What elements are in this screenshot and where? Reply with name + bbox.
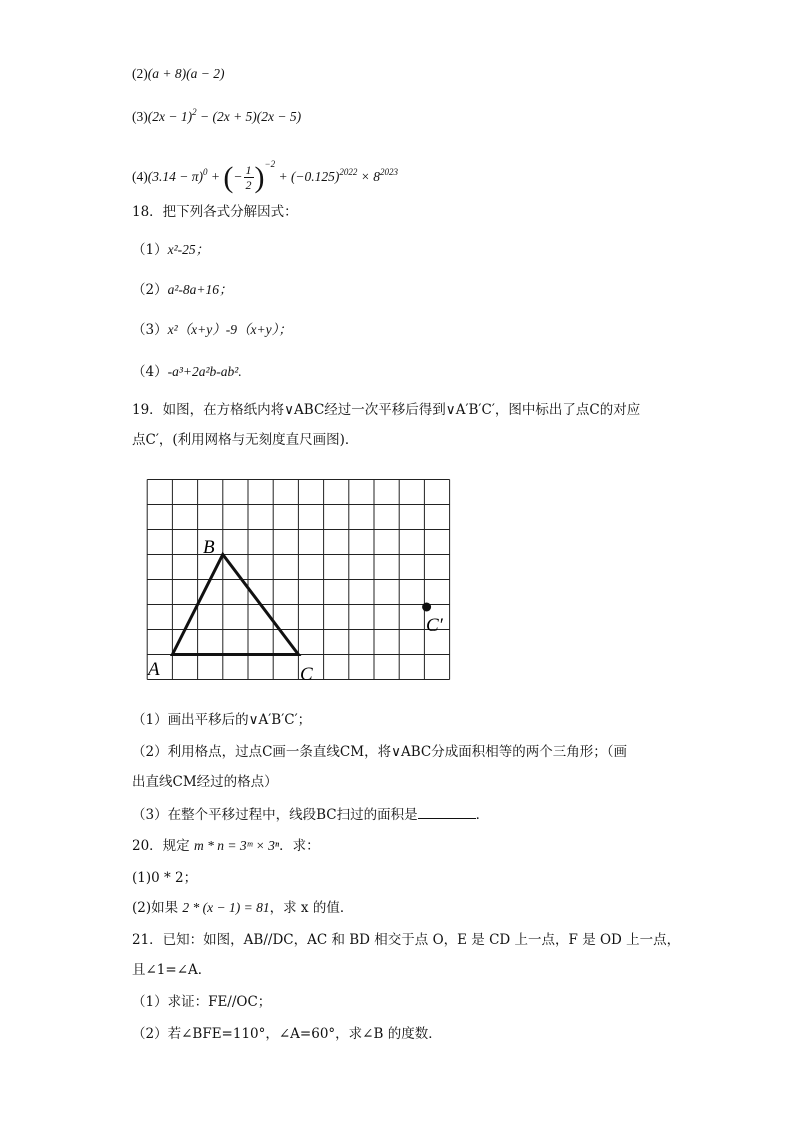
q21-text-line2: 且∠1=∠A．: [132, 962, 212, 978]
q19-sub2-line2: 出直线CM经过的格点）: [132, 774, 278, 790]
q17-part4-exp-a: 0: [203, 167, 208, 177]
q18-item4-expr: -a³+2a²b-ab².: [167, 364, 242, 379]
q18-item3-label: （3）: [132, 322, 168, 338]
q17-part2-expr: (a + 8)(a − 2): [147, 66, 225, 81]
q17-part4-exp-d: 2023: [380, 167, 399, 177]
q19-sub2-line1: （2）利用格点，过点C画一条直线CM，将∨ABC分成面积相等的两个三角形；（画: [132, 744, 627, 760]
q21-text-line1: 21．已知：如图，AB//DC，AC 和 BD 相交于点 O，E 是 CD 上一点，F 是 OD 上一点，: [132, 932, 681, 948]
q18-item2-expr: a²-8a+16；: [167, 282, 233, 297]
q17-part3: [132, 102, 301, 127]
q20-part1: (1)0 * 2；: [132, 870, 198, 886]
left-paren: (: [223, 160, 234, 194]
q20-part2: [132, 898, 353, 918]
q17-part2: [132, 64, 224, 84]
q18-item1: [132, 240, 209, 260]
q18-title: 18．把下列各式分解因式：: [132, 204, 298, 220]
q19-sub3-end: ．: [475, 807, 490, 823]
q21-sub2: （2）若∠BFE=110°，∠A=60°，求∠B 的度数．: [132, 1026, 442, 1042]
q17-part3-expr-a: (2x − 1): [147, 109, 193, 124]
q17-part4-exp-c: 2022: [339, 167, 358, 177]
q17-part4: [132, 146, 398, 195]
label-a: A: [148, 659, 160, 680]
q18-item3-expr: x²（x+y）-9（x+y）；: [167, 322, 292, 337]
q17-part4-term-a: (3.14 − π): [147, 169, 203, 184]
q19-text-line2: 点C′，(利用网格与无刻度直尺画图)．: [132, 432, 359, 448]
label-c: C: [300, 664, 313, 685]
q18-item1-expr: x²-25；: [167, 242, 210, 257]
q20-title-pre: 20．规定: [132, 838, 194, 854]
q21-sub1: （1）求证：FE//OC；: [132, 994, 272, 1010]
q19-sub3-text: （3）在整个平移过程中，线段BC扫过的面积是: [132, 807, 418, 823]
q18-item1-label: （1）: [132, 242, 168, 258]
q19-sub1: （1）画出平移后的∨A′B′C′；: [132, 712, 312, 728]
q20-definition: m * n = 3ᵐ × 3ⁿ: [193, 838, 280, 853]
q18-item4: [132, 362, 242, 382]
point-c-prime: [422, 603, 431, 612]
q19-text-line1: 19．如图，在方格纸内将∨ABC经过一次平移后得到∨A′B′C′，图中标出了点C的对应: [132, 402, 641, 418]
q17-part4-term-c: + (−0.125): [275, 169, 340, 184]
q20-part2-pre: (2)如果: [132, 900, 183, 916]
q17-part4-plus: +: [207, 169, 224, 184]
q17-part3-expr-b: − (2x + 5)(2x − 5): [196, 109, 302, 124]
q17-part3-label: (3): [132, 109, 148, 124]
q20-part2-post: ，求 x 的值．: [269, 900, 354, 916]
q19-sub3: [132, 804, 489, 825]
label-b: B: [203, 537, 215, 558]
fraction-denominator: 2: [245, 178, 252, 193]
q17-part4-label: (4): [132, 169, 148, 184]
q17-part4-exp-b: −2: [264, 159, 276, 169]
q17-part4-minus: −: [233, 169, 243, 184]
q18-item2: [132, 280, 233, 300]
grid-lines: [147, 480, 449, 680]
grid-figure: [140, 474, 460, 690]
answer-blank[interactable]: [418, 804, 476, 819]
q18-item4-label: （4）: [132, 364, 168, 380]
right-paren: ): [254, 160, 265, 194]
fraction-one-half: [244, 163, 254, 192]
q20-part2-equation: 2 * (x − 1) = 81: [182, 900, 270, 915]
q20-title-post: ．求：: [279, 838, 320, 854]
q17-part4-times: × 8: [357, 169, 381, 184]
q17-part2-label: (2): [132, 66, 148, 81]
fraction-numerator: 1: [245, 163, 252, 178]
q18-item2-label: （2）: [132, 282, 168, 298]
q17-part3-exponent: 2: [192, 107, 197, 117]
q18-item3: [132, 320, 292, 340]
q20-title: [132, 836, 320, 856]
label-c-prime: C′: [426, 615, 443, 636]
